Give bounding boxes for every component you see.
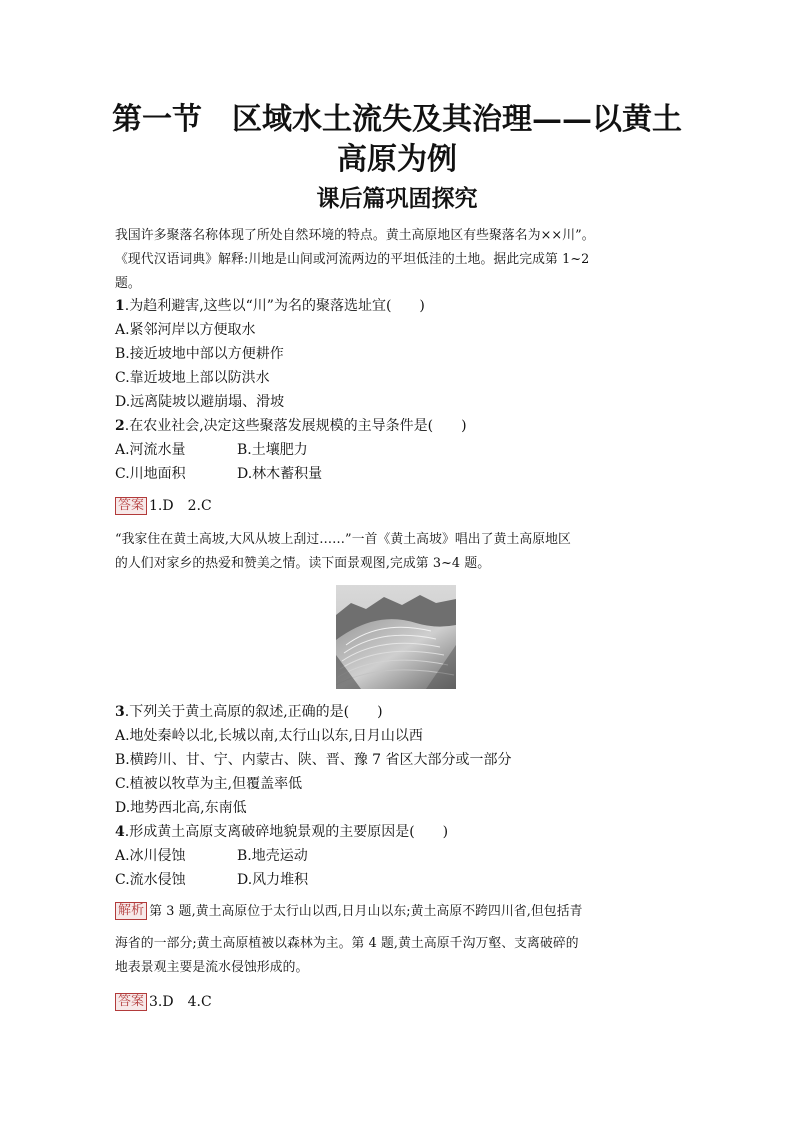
question-4-options-row-2 [115,870,415,890]
question-4-text: .形成黄土高原支离破碎地貌景观的主要原因是( ) [124,824,449,840]
question-1-number: 1 [115,298,125,314]
analysis-line-2: 海省的一部分;黄土高原植被以森林为主。第 4 题,黄土高原千沟万壑、支离破碎的 [115,936,579,951]
analysis-text-1: 第 3 题,黄土高原位于太行山以西,日月山以东;黄土高原不跨四川省,但包括青 [149,904,583,919]
question-4-options-row-1 [115,846,415,866]
question-2-number: 2 [115,418,125,434]
question-3-text: .下列关于黄土高原的叙述,正确的是( ) [124,704,383,720]
passage-1-line-3: 题。 [115,276,141,291]
passage-2-line-2: 的人们对家乡的热爱和赞美之情。读下面景观图,完成第 3~4 题。 [115,556,491,571]
answer-1-text: 1.D 2.C [149,498,212,514]
question-2-option-c: C.川地面积 [115,466,186,482]
question-2-text: .在农业社会,决定这些聚落发展规模的主导条件是( ) [124,418,467,434]
analysis-badge: 解析 [115,902,147,920]
question-2-stem [115,416,467,436]
question-3-number: 3 [115,704,125,720]
question-4-option-c: C.流水侵蚀 [115,872,186,888]
analysis-line-3: 地表景观主要是流水侵蚀形成的。 [115,960,309,975]
question-2-option-a: A.河流水量 [115,442,186,458]
question-1-option-c: C.靠近坡地上部以防洪水 [115,370,270,386]
passage-1-line-1: 我国许多聚落名称体现了所处自然环境的特点。黄土高原地区有些聚落名为××川”。 [115,228,595,243]
page-title-line1: 第一节 区域水土流失及其治理——以黄土 [112,102,682,137]
question-4-option-b: B.地壳运动 [237,848,308,864]
answer-2 [115,992,212,1012]
question-1-stem [115,296,425,316]
page-title-line2: 高原为例 [337,142,457,177]
passage-1-line-2: 《现代汉语词典》解释:川地是山间或河流两边的平坦低洼的土地。据此完成第 1~2 [115,252,590,267]
question-4-option-a: A.冰川侵蚀 [115,848,186,864]
answer-1 [115,496,212,516]
question-1-option-b: B.接近坡地中部以方便耕作 [115,346,284,362]
question-2-option-b: B.土壤肥力 [237,442,308,458]
question-1-option-d: D.远离陡坡以避崩塌、滑坡 [115,394,285,410]
question-1-option-a: A.紧邻河岸以方便取水 [115,322,256,338]
analysis-line-1 [115,902,583,922]
answer-badge: 答案 [115,993,147,1011]
loess-plateau-landscape-photo [336,585,456,689]
question-3-option-d: D.地势西北高,东南低 [115,800,247,816]
section-subtitle: 课后篇巩固探究 [316,186,478,212]
question-3-stem [115,702,383,722]
question-3-option-c: C.植被以牧草为主,但覆盖率低 [115,776,303,792]
question-4-option-d: D.风力堆积 [237,872,309,888]
question-2-options-row-2 [115,464,415,484]
terraced-hills-illustration [336,585,456,689]
answer-2-text: 3.D 4.C [149,994,212,1010]
question-3-option-b: B.横跨川、甘、宁、内蒙古、陕、晋、豫 7 省区大部分或一部分 [115,752,512,768]
question-3-option-a: A.地处秦岭以北,长城以南,太行山以东,日月山以西 [115,728,423,744]
question-1-text: .为趋利避害,这些以“川”为名的聚落选址宜( ) [124,298,425,314]
passage-2-line-1: “我家住在黄土高坡,大风从坡上刮过……”一首《黄土高坡》唱出了黄土高原地区 [115,532,571,547]
question-4-stem [115,822,448,842]
answer-badge: 答案 [115,497,147,515]
question-4-number: 4 [115,824,125,840]
question-2-options-row-1 [115,440,415,460]
question-2-option-d: D.林木蓄积量 [237,466,323,482]
